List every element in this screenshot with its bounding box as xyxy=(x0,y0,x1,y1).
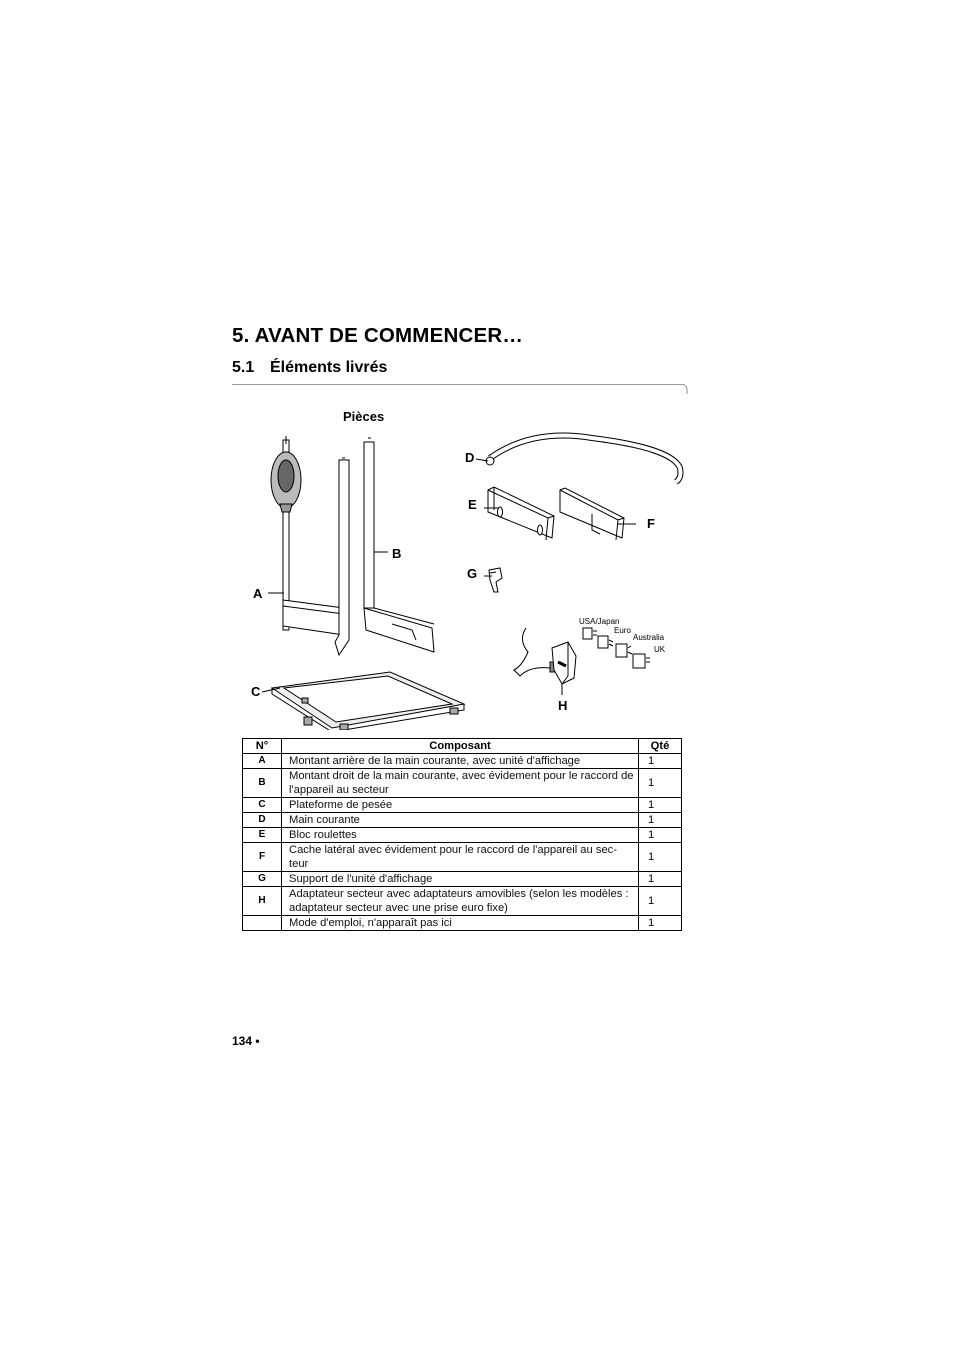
part-g-drawing xyxy=(489,568,502,592)
table-row xyxy=(243,872,682,887)
row-qty: 1 xyxy=(639,872,682,887)
table-row xyxy=(243,769,682,798)
header-qty: Qté xyxy=(639,739,682,754)
part-f-drawing xyxy=(560,488,624,540)
table-row xyxy=(243,916,682,931)
row-desc: Mode d'emploi, n'apparaît pas ici xyxy=(282,916,639,931)
row-qty: 1 xyxy=(639,887,682,916)
section-number: 5. xyxy=(232,324,250,347)
row-qty: 1 xyxy=(639,843,682,872)
table-row xyxy=(243,828,682,843)
label-f: F xyxy=(647,516,655,531)
row-desc: Montant droit de la main courante, avec évidement pour le raccord de l'appareil au secteur xyxy=(282,769,639,798)
subsection-title: Éléments livrés xyxy=(270,359,388,376)
figure-title: Pièces xyxy=(343,409,385,424)
row-desc: Adaptateur secteur avec adaptateurs amovibles (selon les modèles : adaptateur secteur avec une prise euro fixe) xyxy=(282,887,639,916)
row-qty: 1 xyxy=(639,813,682,828)
row-id xyxy=(243,916,282,931)
table-row xyxy=(243,843,682,872)
table-row xyxy=(243,887,682,916)
table-row xyxy=(243,798,682,813)
row-id: F xyxy=(243,843,282,872)
row-id: A xyxy=(243,754,282,769)
label-d: D xyxy=(465,450,475,465)
header-component: Composant xyxy=(282,739,639,754)
part-e-drawing xyxy=(488,487,554,540)
label-uk: UK xyxy=(654,645,666,654)
row-qty: 1 xyxy=(639,828,682,843)
row-id: D xyxy=(243,813,282,828)
label-e: E xyxy=(468,497,477,512)
row-desc: Montant arrière de la main courante, avec unité d'affichage xyxy=(282,754,639,769)
section-title: AVANT DE COMMENCER… xyxy=(254,324,524,347)
row-qty: 1 xyxy=(639,798,682,813)
row-desc: Bloc roulettes xyxy=(282,828,639,843)
section-heading xyxy=(232,324,523,348)
part-b-drawing xyxy=(364,438,434,652)
part-a-drawing xyxy=(271,436,349,655)
label-c: C xyxy=(251,684,261,699)
page-number: 134 • xyxy=(232,1034,260,1048)
label-h: H xyxy=(558,698,568,713)
row-id: C xyxy=(243,798,282,813)
label-australia: Australia xyxy=(633,633,665,642)
row-id: H xyxy=(243,887,282,916)
row-qty: 1 xyxy=(639,769,682,798)
row-id: B xyxy=(243,769,282,798)
row-id: G xyxy=(243,872,282,887)
table-row xyxy=(243,813,682,828)
subsection-heading xyxy=(232,359,387,377)
row-desc: Main courante xyxy=(282,813,639,828)
part-h-drawing xyxy=(514,628,650,695)
heading-rule xyxy=(232,381,688,395)
parts-illustration xyxy=(232,430,702,730)
row-qty: 1 xyxy=(639,916,682,931)
label-usa-japan: USA/Japan xyxy=(579,617,620,626)
subsection-number: 5.1 xyxy=(232,359,255,376)
parts-table xyxy=(242,738,682,931)
part-c-drawing xyxy=(272,672,464,730)
label-g: G xyxy=(467,566,478,581)
label-b: B xyxy=(392,546,402,561)
table-row xyxy=(243,754,682,769)
row-id: E xyxy=(243,828,282,843)
row-desc: Support de l'unité d'affichage xyxy=(282,872,639,887)
label-euro: Euro xyxy=(614,626,631,635)
table-header-row xyxy=(243,739,682,754)
row-desc: Cache latéral avec évidement pour le raccord de l'appareil au sec-teur xyxy=(282,843,639,872)
label-a: A xyxy=(253,586,263,601)
header-no: N° xyxy=(243,739,282,754)
part-d-drawing xyxy=(486,436,681,483)
row-desc: Plateforme de pesée xyxy=(282,798,639,813)
row-qty: 1 xyxy=(639,754,682,769)
